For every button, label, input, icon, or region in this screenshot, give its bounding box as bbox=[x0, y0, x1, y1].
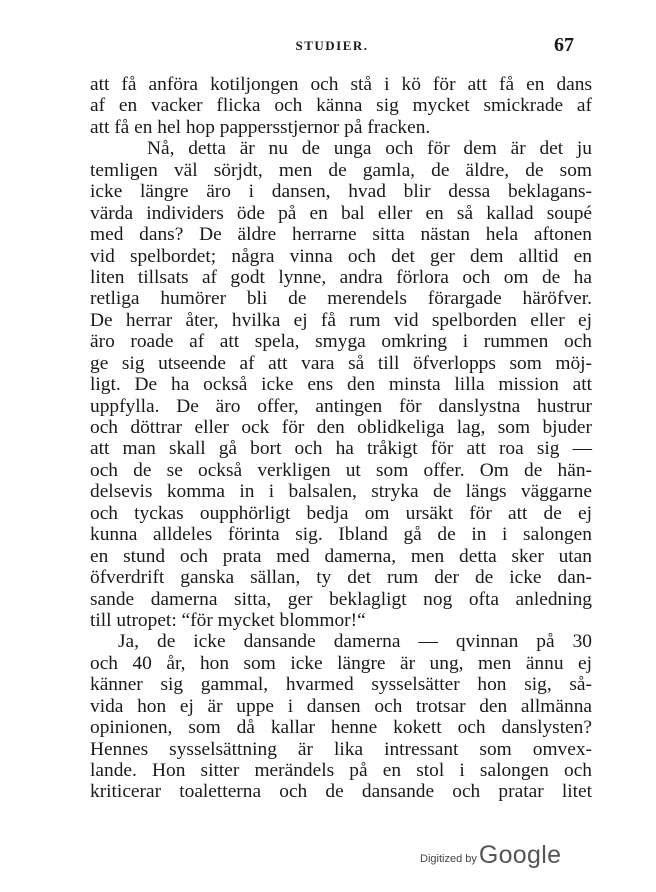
google-logo: Google bbox=[478, 841, 562, 869]
text-line: värda individers öde på en bal eller en så kallad soupé bbox=[90, 202, 592, 224]
text-line: delsevis komma in i balsalen, stryka de längs väggarne bbox=[90, 481, 592, 503]
text-line: lande. Hon sitter merändels på en stol i salongen och bbox=[90, 760, 592, 781]
text-line: en stund och prata med damerna, men detta sker utan bbox=[90, 545, 592, 567]
text-line: till utropet: “för mycket blommor!“ bbox=[90, 609, 366, 631]
text-line: och de se också verkligen ut som offer. Om de hän- bbox=[90, 459, 592, 481]
text-line: af en vacker flicka och känna sig mycket smickrade af bbox=[90, 95, 592, 117]
text-line: och 40 år, hon som icke längre är ung, men ännu ej bbox=[90, 652, 592, 674]
text-line: Nå, detta är nu de unga och för dem är det ju bbox=[147, 138, 592, 160]
text-line: sande damerna sitta, ger beklagligt nog ofta anledning bbox=[90, 588, 592, 610]
text-line: icke längre äro i dansen, hvad blir dessa beklagans- bbox=[90, 181, 592, 203]
page-number: 67 bbox=[554, 34, 574, 56]
text-line: att man skall gå bort och ha tråkigt för att roa sig — bbox=[90, 438, 592, 460]
digitization-credit bbox=[420, 840, 561, 870]
digitized-by-label: Digitized by bbox=[420, 853, 477, 865]
text-line: retliga humörer bli de merendels förargade häröfver. bbox=[90, 288, 592, 310]
running-head: STUDIER. bbox=[295, 38, 369, 53]
text-line: kriticerar toaletterna och de dansande och pratar litet bbox=[90, 781, 592, 803]
text-line: att få anföra kotiljongen och stå i kö för att få en dans bbox=[90, 74, 592, 95]
page-header bbox=[90, 34, 574, 58]
body-text bbox=[90, 74, 592, 803]
text-line: Hennes sysselsättning är lika intressant som omvex- bbox=[90, 738, 592, 760]
text-line: De herrar åter, hvilka ej få rum vid spelborden eller ej bbox=[90, 309, 592, 331]
text-line: ge sig utseende af att vara så till öfverlopps som möj- bbox=[90, 352, 592, 374]
text-line: och döttrar eller ock för den oblidkeliga lag, som bjuder bbox=[90, 417, 592, 438]
text-line: kunna alldeles förinta sig. Ibland gå de in i salongen bbox=[90, 524, 592, 546]
text-line: temligen väl sörjdt, men de gamla, de äldre, de som bbox=[90, 159, 592, 181]
text-line: med dans? De äldre herrarne sitta nästan hela aftonen bbox=[90, 224, 592, 246]
text-line: uppfylla. De äro offer, antingen för danslystna hustrur bbox=[90, 395, 592, 417]
text-line: opinionen, som då kallar henne kokett och danslysten? bbox=[90, 717, 592, 739]
text-line: liten tillsats af godt lynne, andra förlora och om de ha bbox=[90, 266, 592, 288]
text-line: att få en hel hop pappersstjernor på fracken. bbox=[90, 116, 431, 138]
text-line: öfverdrift ganska sällan, ty det rum der de icke dan- bbox=[90, 567, 592, 589]
text-line: och tyckas oupphörligt bedja om ursäkt för att de ej bbox=[90, 502, 592, 524]
text-line: vid spelbordet; några vinna och det ger dem alltid en bbox=[90, 245, 592, 267]
text-line: Ja, de icke dansande damerna — qvinnan på 30 bbox=[118, 631, 592, 653]
text-line: äro roade af att spela, smyga omkring i rummen och bbox=[90, 331, 592, 353]
text-line: ligt. De ha också icke ens den minsta lilla mission att bbox=[90, 374, 592, 396]
text-line: känner sig gammal, hvarmed sysselsätter hon sig, så- bbox=[90, 674, 592, 696]
text-line: vida hon ej är uppe i dansen och trotsar den allmänna bbox=[90, 695, 592, 717]
